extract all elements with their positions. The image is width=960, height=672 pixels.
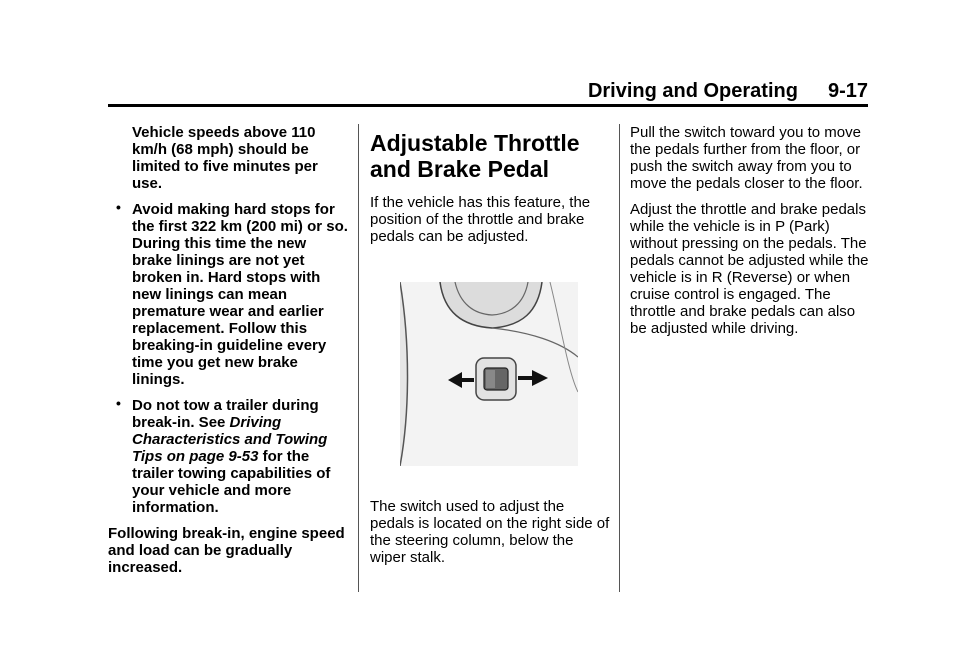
cross-reference-link[interactable]: Driving Characteristics and Towing Tips on page 9-53 bbox=[132, 414, 328, 465]
bullet-item bbox=[108, 397, 348, 516]
page-number: 9-17 bbox=[827, 80, 868, 102]
column-left bbox=[108, 124, 348, 585]
intro-paragraph: If the vehicle has this feature, the position of the throttle and brake pedals can be adjusted. bbox=[370, 194, 591, 245]
bullet-icon: • bbox=[116, 199, 121, 215]
bullet-text: for the trailer towing capabilities of your vehicle and more information. bbox=[132, 448, 331, 516]
figure-caption: The switch used to adjust the pedals is located on the right side of the steering column, below the wiper stalk. bbox=[370, 498, 610, 566]
column-right bbox=[630, 124, 870, 346]
section-heading: Adjustable Throttle and Brake Pedal bbox=[370, 130, 580, 182]
body-paragraph: Adjust the throttle and brake pedals while the vehicle is in P (Park) without pressing on the pedals. The pedals cannot be adjusted while the vehicle is in R (Reverse) or when cruise control is engaged. The throttle and brake pedals can also be adjusted while driving. bbox=[630, 201, 869, 337]
header-rule bbox=[108, 104, 868, 107]
column-middle bbox=[370, 124, 610, 575]
pedal-switch-illustration bbox=[400, 282, 578, 466]
body-paragraph: Following break-in, engine speed and load can be gradually increased. bbox=[108, 525, 345, 576]
bullet-icon: • bbox=[116, 395, 121, 411]
bullet-text: Do not tow a trailer during break-in. See bbox=[132, 397, 319, 431]
column-divider bbox=[358, 124, 359, 592]
bullet-text: Avoid making hard stops for the first 322 km (200 mi) or so. During this time the new brake linings are not yet broken in. Hard stops with new linings can mean premature wear and earlier replacement. Follow this breaking-in guideline every time you get new brake linings. bbox=[132, 201, 348, 388]
bullet-item bbox=[108, 201, 348, 388]
page-header bbox=[588, 80, 868, 103]
section-title: Driving and Operating bbox=[587, 80, 798, 102]
body-paragraph: Pull the switch toward you to move the pedals further from the floor, or push the switch away from you to move the pedals closer to the floor. bbox=[630, 124, 863, 192]
continued-text: Vehicle speeds above 110 km/h (68 mph) should be limited to five minutes per use. bbox=[132, 124, 318, 192]
column-divider bbox=[619, 124, 620, 592]
